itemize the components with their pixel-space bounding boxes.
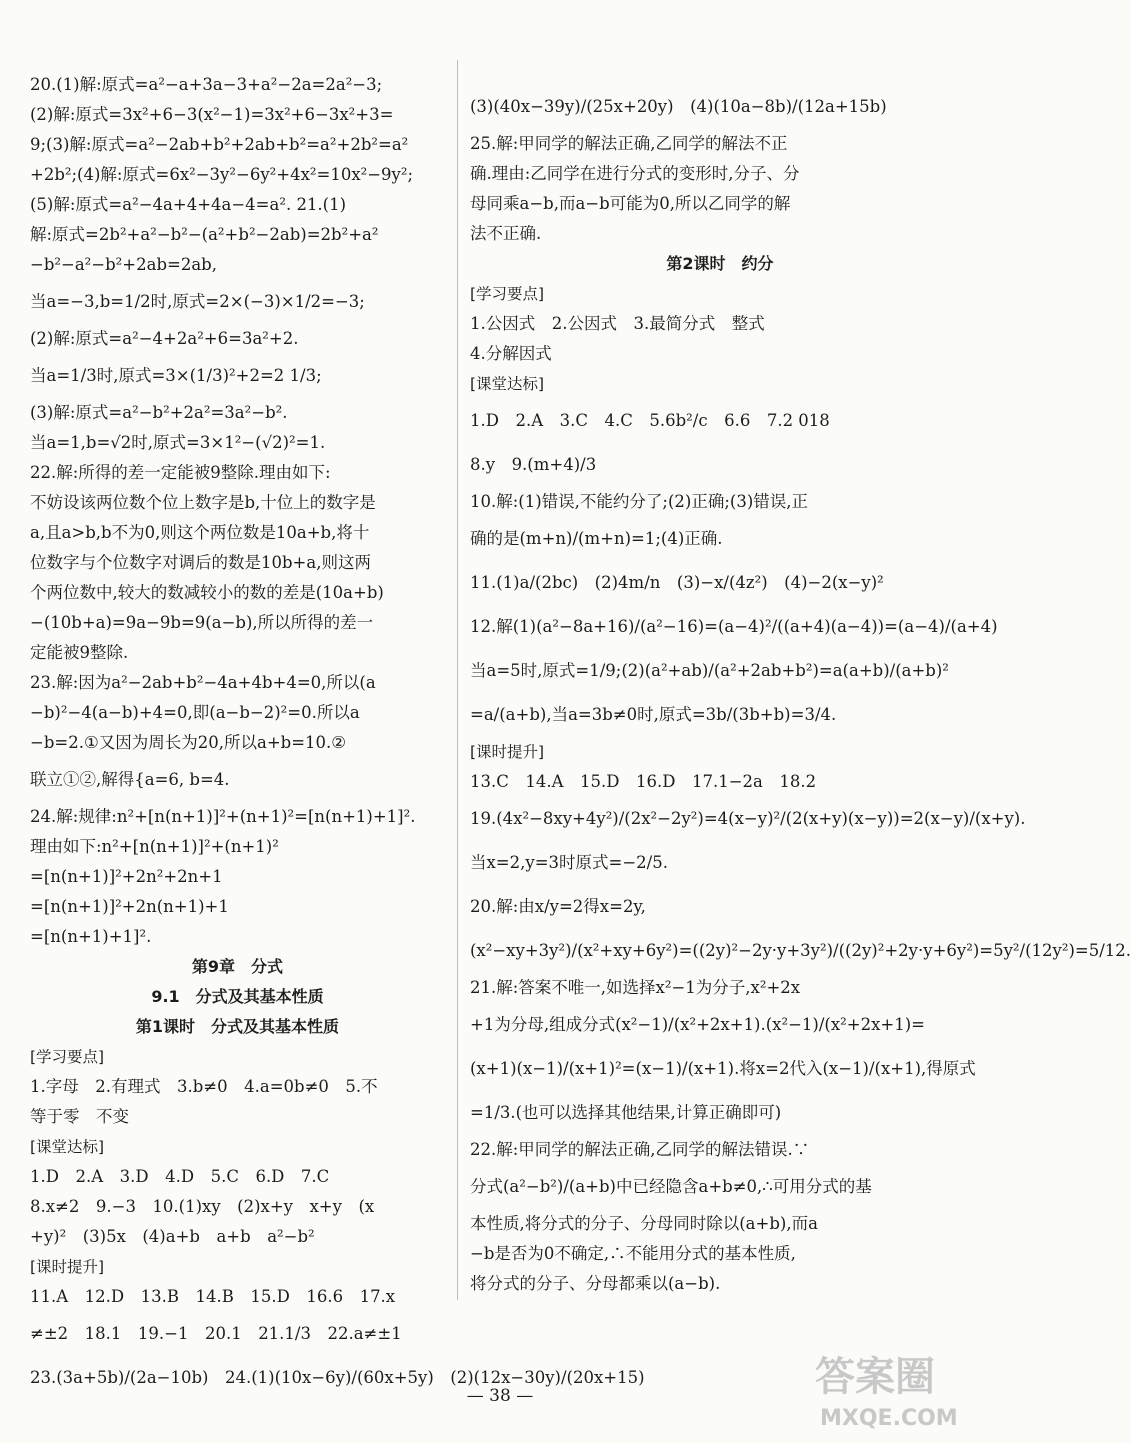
text-line: 20.(1)解:原式=a²−a+3a−3+a²−2a=2a²−3; xyxy=(30,75,383,94)
text-line: 21.解:答案不唯一,如选择x²−1为分子,x²+2x xyxy=(470,978,801,997)
watermark-logo xyxy=(800,1345,990,1435)
text-line: 23.解:因为a²−2ab+b²−4a+4b+4=0,所以(a xyxy=(30,673,376,692)
text-line: 19.(4x²−8xy+4y²)/(2x²−2y²)=4(x−y)²/(2(x+y)(x−y))=2(x−y)/(x+y). xyxy=(470,809,1026,828)
text-line: =a/(a+b),当a=3b≠0时,原式=3b/(3b+b)=3/4. xyxy=(470,705,837,724)
text-line: +y)² (3)5x (4)a+b a+b a²−b² xyxy=(30,1227,315,1246)
chapter-title: 第9章 分式 xyxy=(191,957,284,976)
text-line: (5)解:原式=a²−4a+4+4a−4=a². 21.(1) xyxy=(30,195,347,214)
text-line: 24.解:规律:n²+[n(n+1)]²+(n+1)²=[n(n+1)+1]². xyxy=(30,807,416,826)
text-line: =[n(n+1)+1]². xyxy=(30,927,152,946)
text-line: −b²−a²−b²+2ab=2ab, xyxy=(30,255,217,274)
text-line: 20.解:由x/y=2得x=2y, xyxy=(470,897,646,916)
text-line: 8.y 9.(m+4)/3 xyxy=(470,455,597,474)
text-line: 22.解:甲同学的解法正确,乙同学的解法错误.∵ xyxy=(470,1140,810,1159)
text-line: −b)²−4(a−b)+4=0,即(a−b−2)²=0.所以a xyxy=(30,703,360,722)
text-line: 1.D 2.A 3.C 4.C 5.6b²/c 6.6 7.2 018 xyxy=(470,411,830,430)
lesson-title: 第2课时 约分 xyxy=(666,254,774,273)
text-line: =1/3.(也可以选择其他结果,计算正确即可) xyxy=(470,1103,782,1122)
text-line: (3)(40x−39y)/(25x+20y) (4)(10a−8b)/(12a+15b) xyxy=(470,97,887,116)
text-line: 当x=2,y=3时原式=−2/5. xyxy=(470,853,668,872)
text-line: 位数字与个位数字对调后的数是10b+a,则这两 xyxy=(30,553,371,572)
text-line: 10.解:(1)错误,不能约分了;(2)正确;(3)错误,正 xyxy=(470,492,809,511)
column-divider xyxy=(457,60,458,1300)
section-label: [学习要点] xyxy=(30,1048,105,1066)
text-line: (2)解:原式=a²−4+2a²+6=3a²+2. xyxy=(30,329,299,348)
text-line: 12.解(1)(a²−8a+16)/(a²−16)=(a−4)²/((a+4)(a−4))=(a−4)/(a+4) xyxy=(470,617,998,636)
text-line: 23.(3a+5b)/(2a−10b) 24.(1)(10x−6y)/(60x+5y) (2)(12x−30y)/(20x+15) xyxy=(30,1368,645,1387)
text-line: 本性质,将分式的分子、分母同时除以(a+b),而a xyxy=(470,1214,818,1233)
section-label: [学习要点] xyxy=(470,285,545,303)
text-line: 等于零 不变 xyxy=(30,1107,129,1126)
section-title: 9.1 分式及其基本性质 xyxy=(151,987,324,1006)
text-line: a,且a>b,b不为0,则这个两位数是10a+b,将十 xyxy=(30,523,370,542)
text-line: 母同乘a−b,而a−b可能为0,所以乙同学的解 xyxy=(470,194,791,213)
text-line: 当a=5时,原式=1/9;(2)(a²+ab)/(a²+2ab+b²)=a(a+b)/(a+b)² xyxy=(470,661,949,680)
text-line: 法不正确. xyxy=(470,224,542,243)
text-line: +1为分母,组成分式(x²−1)/(x²+2x+1).(x²−1)/(x²+2x+1)= xyxy=(470,1015,925,1034)
lesson-title: 第1课时 分式及其基本性质 xyxy=(135,1017,340,1036)
text-line: =[n(n+1)]²+2n(n+1)+1 xyxy=(30,897,229,916)
text-line: −b是否为0不确定,∴不能用分式的基本性质, xyxy=(470,1244,796,1263)
text-line: 分式(a²−b²)/(a+b)中已经隐含a+b≠0,∴可用分式的基 xyxy=(470,1177,872,1196)
right-column xyxy=(470,85,1131,1299)
text-line: 11.(1)a/(2bc) (2)4m/n (3)−x/(4z²) (4)−2(x−y)² xyxy=(470,573,884,592)
text-line: =[n(n+1)]²+2n²+2n+1 xyxy=(30,867,223,886)
section-label: [课时提升] xyxy=(470,743,545,761)
watermark-text-url: MXQE.COM xyxy=(820,1406,958,1431)
text-line: 联立①②,解得{a=6, b=4. xyxy=(30,770,230,789)
text-line: 1.D 2.A 3.D 4.D 5.C 6.D 7.C xyxy=(30,1167,330,1186)
text-line: 当a=1/3时,原式=3×(1/3)²+2=2 1/3; xyxy=(30,366,322,385)
section-label: [课堂达标] xyxy=(30,1138,105,1156)
text-line: 11.A 12.D 13.B 14.B 15.D 16.6 17.x xyxy=(30,1287,396,1306)
text-line: (x²−xy+3y²)/(x²+xy+6y²)=((2y)²−2y·y+3y²)/((2y)²+2y·y+6y²)=5y²/(12y²)=5/12. xyxy=(470,941,1131,960)
text-line: 22.解:所得的差一定能被9整除.理由如下: xyxy=(30,463,331,482)
text-line: 解:原式=2b²+a²−b²−(a²+b²−2ab)=2b²+a² xyxy=(30,225,379,244)
text-line: 4.分解因式 xyxy=(470,344,552,363)
text-line: +2b²;(4)解:原式=6x²−3y²−6y²+4x²=10x²−9y²; xyxy=(30,165,414,184)
text-line: −(10b+a)=9a−9b=9(a−b),所以所得的差一 xyxy=(30,613,374,632)
text-line: 8.x≠2 9.−3 10.(1)xy (2)x+y x+y (x xyxy=(30,1197,375,1216)
section-label: [课时提升] xyxy=(30,1258,105,1276)
text-line: 不妨设该两位数个位上数字是b,十位上的数字是 xyxy=(30,493,376,512)
section-label: [课堂达标] xyxy=(470,375,545,393)
text-line: (x+1)(x−1)/(x+1)²=(x−1)/(x+1).将x=2代入(x−1)/(x+1),得原式 xyxy=(470,1059,976,1078)
text-line: 1.公因式 2.公因式 3.最简分式 整式 xyxy=(470,314,765,333)
text-line: (2)解:原式=3x²+6−3(x²−1)=3x²+6−3x²+3= xyxy=(30,105,394,124)
text-line: 将分式的分子、分母都乘以(a−b). xyxy=(470,1274,721,1293)
text-line: 13.C 14.A 15.D 16.D 17.1−2a 18.2 xyxy=(470,772,817,791)
text-line: 个两位数中,较大的数减较小的数的差是(10a+b) xyxy=(30,583,384,602)
text-line: (3)解:原式=a²−b²+2a²=3a²−b². xyxy=(30,403,288,422)
text-line: 9;(3)解:原式=a²−2ab+b²+2ab+b²=a²+2b²=a² xyxy=(30,135,409,154)
text-line: 定能被9整除. xyxy=(30,643,129,662)
text-line: 当a=1,b=√2时,原式=3×1²−(√2)²=1. xyxy=(30,433,326,452)
watermark-text-chinese: 答案圈 xyxy=(815,1354,935,1400)
text-line: −b=2.①又因为周长为20,所以a+b=10.② xyxy=(30,733,347,752)
text-line: ≠±2 18.1 19.−1 20.1 21.1/3 22.a≠±1 xyxy=(30,1324,402,1343)
text-line: 1.字母 2.有理式 3.b≠0 4.a=0b≠0 5.不 xyxy=(30,1077,378,1096)
text-line: 确的是(m+n)/(m+n)=1;(4)正确. xyxy=(470,529,723,548)
text-line: 25.解:甲同学的解法正确,乙同学的解法不正 xyxy=(470,134,788,153)
text-line: 当a=−3,b=1/2时,原式=2×(−3)×1/2=−3; xyxy=(30,292,365,311)
text-line: 确.理由:乙同学在进行分式的变形时,分子、分 xyxy=(470,164,800,183)
text-line: 理由如下:n²+[n(n+1)]²+(n+1)² xyxy=(30,837,279,856)
page-number: — 38 — xyxy=(466,1386,534,1406)
